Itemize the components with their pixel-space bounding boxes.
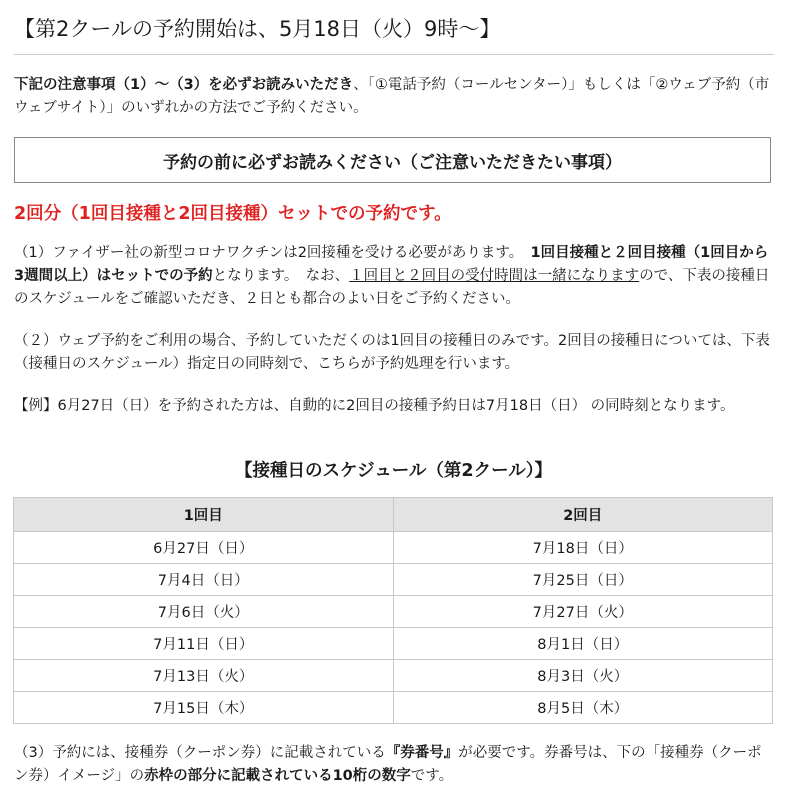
item-1-bold: 1回目接種と２回目接種（1回目から3週間以上）はセットでの予約	[14, 245, 769, 284]
header-first-dose: 1回目	[14, 498, 394, 532]
item-3-text-c: が必要です。券番号は、下の「接種券（クーポン券）イメージ」の	[14, 745, 762, 784]
first-dose-date: 7月4日（日）	[14, 564, 394, 596]
item-1-text-a: （1）ファイザー社の新型コロナワクチンは2回接種を受ける必要があります。	[14, 245, 517, 261]
item-1-paragraph	[14, 242, 774, 311]
intro-bold: 下記の注意事項（1）〜（3）を必ずお読みいただき	[14, 77, 354, 93]
table-row	[14, 692, 773, 724]
item-3-paragraph	[14, 742, 774, 788]
page-title: 【第2クールの予約開始は、5月18日（火）9時〜】	[14, 14, 774, 55]
set-reservation-heading: 2回分（1回目接種と2回目接種）セットでの予約です。	[14, 204, 452, 224]
first-dose-date: 7月13日（火）	[14, 660, 394, 692]
table-row	[14, 564, 773, 596]
second-dose-date: 7月27日（火）	[393, 596, 773, 628]
notice-box: 予約の前に必ずお読みください（ご注意いただきたい事項）	[14, 137, 771, 183]
table-row	[14, 596, 773, 628]
item-3-text-e: です。	[410, 768, 454, 784]
table-row	[14, 532, 773, 564]
item-3-coupon-number: 『券番号』	[385, 745, 459, 761]
second-dose-date: 7月18日（日）	[393, 532, 773, 564]
table-row	[14, 628, 773, 660]
second-dose-date: 7月25日（日）	[393, 564, 773, 596]
first-dose-date: 7月6日（火）	[14, 596, 394, 628]
example-paragraph: 【例】6月27日（日）を予約された方は、自動的に2回目の接種予約日は7月18日（日） の同時刻となります。	[14, 398, 735, 414]
item-3-text-a: （3）予約には、接種券（クーポン券）に記載されている	[14, 745, 386, 761]
intro-rest: 、「①電話予約（コールセンター）」もしくは「②ウェブ予約（市ウェブサイト）」のいずれかの方法でご予約ください。	[14, 77, 770, 116]
item-1-text-c: となります。 なお、	[212, 268, 350, 284]
first-dose-date: 6月27日（日）	[14, 532, 394, 564]
item-1-underlined: １回目と２回目の受付時間は一緒になります	[349, 268, 640, 284]
schedule-header-row	[14, 498, 773, 532]
item-3-bold: 赤枠の部分に記載されている10桁の数字	[144, 768, 411, 784]
schedule-title: 【接種日のスケジュール（第2クール）】	[234, 461, 553, 481]
item-1-text-e: ので、下表の接種日のスケジュールをご確認いただき、２日とも都合のよい日をご予約ください。	[14, 268, 770, 307]
intro-paragraph	[14, 74, 774, 120]
second-dose-date: 8月1日（日）	[393, 628, 773, 660]
header-second-dose: 2回目	[393, 498, 773, 532]
table-row	[14, 660, 773, 692]
second-dose-date: 8月5日（木）	[393, 692, 773, 724]
second-dose-date: 8月3日（火）	[393, 660, 773, 692]
first-dose-date: 7月15日（木）	[14, 692, 394, 724]
first-dose-date: 7月11日（日）	[14, 628, 394, 660]
schedule-table	[13, 497, 773, 724]
item-2-paragraph: （２）ウェブ予約をご利用の場合、予約していただくのは1回目の接種日のみです。2回目の接種日については、下表（接種日のスケジュール）指定日の同時刻で、こちらが予約処理を行います。	[14, 333, 770, 372]
